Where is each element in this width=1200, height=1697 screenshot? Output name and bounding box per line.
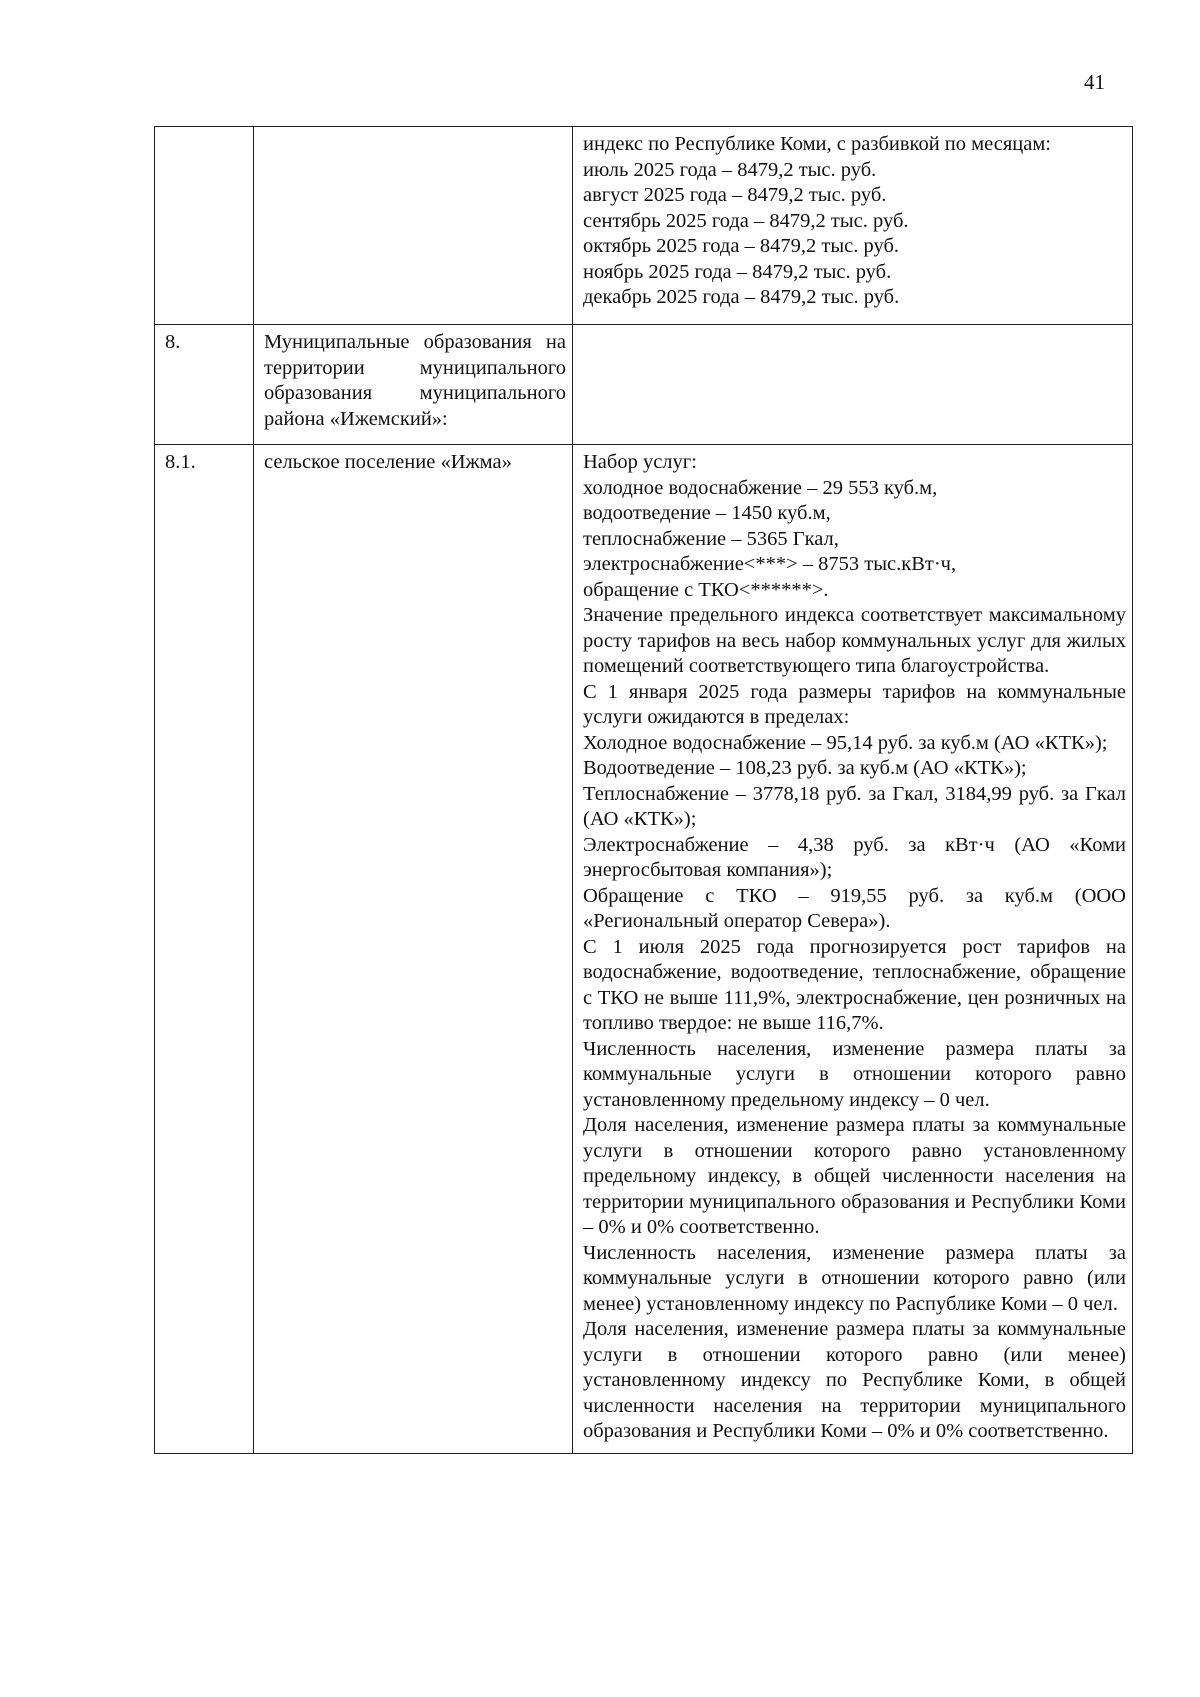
document-table (154, 126, 1133, 1454)
row-name-cell: Муниципальные образования на территории муниципального образования муниципального района «Ижемский»: (254, 325, 573, 445)
table-row (155, 445, 1133, 1454)
content-line: холодное водоснабжение – 29 553 куб.м, (583, 476, 938, 499)
content-line: электроснабжение<***> – 8753 тыс.кВт·ч, (583, 553, 957, 575)
row-content-cell (573, 445, 1133, 1454)
content-line: август 2025 года – 8479,2 тыс. руб. (583, 184, 887, 206)
table-row (155, 127, 1133, 325)
page-number: 41 (1084, 70, 1105, 94)
content-line: Набор услуг: (583, 451, 697, 473)
row-name-cell: сельское поселение «Ижма» (254, 445, 573, 1454)
table-row (155, 325, 1133, 445)
content-paragraph: Численность населения, изменение размера платы за коммунальные услуги в отношении которого равно (или менее) установленному индексу по Распублике Коми – 0 чел. (583, 1241, 1126, 1315)
content-line: теплоснабжение – 5365 Гкал, (583, 527, 839, 550)
content-paragraph: Доля населения, изменение размера платы за коммунальные услуги в отношении которого равно (или менее) установленному индексу по Республике Коми, в общей численности населения на территории муниципального образования и Республики Коми – 0% и 0% соответственно. (583, 1318, 1126, 1442)
content-paragraph: Водоотведение – 108,23 руб. за куб.м (АО «КТК»); (583, 757, 1027, 779)
row-number-cell: 8.1. (155, 445, 254, 1454)
content-paragraph: Электроснабжение – 4,38 руб. за кВт·ч (АО «Коми энергосбытовая компания»); (583, 833, 1126, 881)
content-line: обращение с ТКО<******>. (583, 578, 829, 601)
content-paragraph: Холодное водоснабжение – 95,14 руб. за куб.м (АО «КТК»); (583, 731, 1108, 754)
content-line: декабрь 2025 года – 8479,2 тыс. руб. (583, 286, 900, 308)
content-paragraph: Доля населения, изменение размера платы за коммунальные услуги в отношении которого равно установленному предельному индексу, в общей численности населения на территории муниципального образования и Республики Коми – 0% и 0% соответственно. (583, 1114, 1126, 1238)
content-paragraph: Обращение с ТКО – 919,55 руб. за куб.м (ООО «Региональный оператор Севера»). (583, 884, 1126, 932)
content-paragraph: С 1 июля 2025 года прогнозируется рост тарифов на водоснабжение, водоотведение, теплоснабжение, обращение с ТКО не выше 111,9%, электроснабжение, цен розничных на топливо твердое: не выше 116,7%. (583, 935, 1126, 1034)
row-number-cell: 8. (155, 325, 254, 445)
content-line: водоотведение – 1450 куб.м, (583, 502, 831, 524)
content-paragraph: Теплоснабжение – 3778,18 руб. за Гкал, 3184,99 руб. за Гкал (АО «КТК»); (583, 782, 1126, 830)
content-line: октябрь 2025 года – 8479,2 тыс. руб. (583, 235, 900, 257)
content-line: сентябрь 2025 года – 8479,2 тыс. руб. (583, 209, 909, 232)
content-paragraph: Численность населения, изменение размера платы за коммунальные услуги в отношении которого равно установленному предельному индексу – 0 чел. (583, 1037, 1126, 1111)
content-line: июль 2025 года – 8479,2 тыс. руб. (583, 158, 877, 181)
row-content-cell (573, 127, 1133, 325)
row-content-cell (573, 325, 1133, 445)
content-line: ноябрь 2025 года – 8479,2 тыс. руб. (583, 260, 892, 283)
row-name-cell (254, 127, 573, 325)
content-paragraph: Значение предельного индекса соответствует максимальному росту тарифов на весь набор коммунальных услуг для жилых помещений соответствующего типа благоустройства. (583, 604, 1126, 677)
row-number-cell (155, 127, 254, 325)
content-paragraph: С 1 января 2025 года размеры тарифов на коммунальные услуги ожидаются в пределах: (583, 680, 1126, 728)
content-line: индекс по Республике Коми, с разбивкой по месяцам: (583, 133, 1051, 155)
